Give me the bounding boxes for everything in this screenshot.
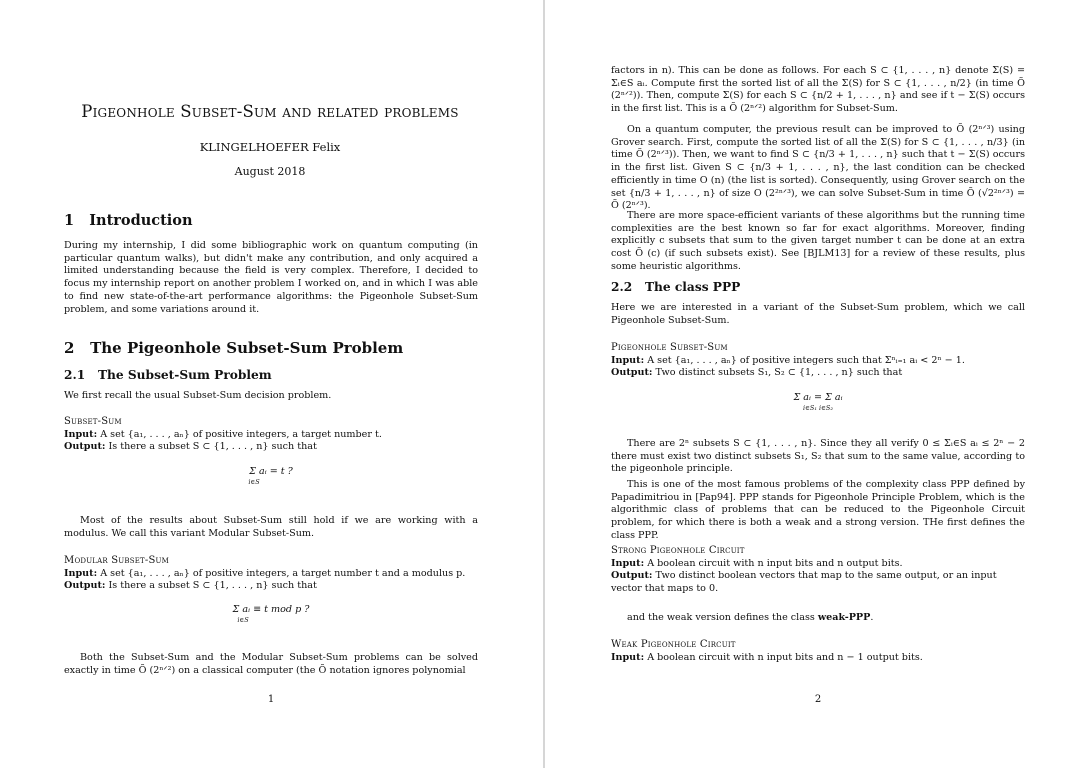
intro-paragraph: During my internship, I did some bibliographic work on quantum computing (in particular quantum walks), but didn't make any contribution, and only acquired a limited understanding because the field is very complex. Therefore, I decided to focus my internship report on another problem I worked on, and in which I was able to find new state-of-the-art performance algorithms: the Pigeonhole Subset-Sum problem, and some variations around it. (64, 240, 478, 315)
modular-formula-sub: i∈S (237, 616, 249, 624)
pigeonhole-formula-sub: i∈S₁ i∈S₂ (803, 404, 833, 412)
subsection-2-2-heading (611, 280, 1025, 294)
continuation-paragraph: factors in n). This can be done as follows. For each S ⊂ {1, . . . , n} denote Σ(S) = Σᵢ∈S aᵢ. Compute first the sorted list of all the Σ(S) for S ⊂ {1, . . . , n/2} (in time Õ (2ⁿᐟ²)). Then, compute Σ(S) for each S ⊂ {n/2 + 1, . . . , n} and see if t − Σ(S) occurs in the first list. This is a Õ (2ⁿᐟ²) algorithm for Subset-Sum. (611, 65, 1025, 115)
problem-strong-pigeonhole-circuit (611, 545, 1025, 596)
both-paragraph: Both the Subset-Sum and the Modular Subset-Sum problems can be solved exactly in time Õ (2ⁿᐟ²) on a classical computer (the Õ notation ignores polynomial (64, 652, 478, 676)
output-text: Two distinct boolean vectors that map to the same output, or an input vector that maps to 0. (611, 570, 997, 595)
problem-weak-pigeonhole-circuit (611, 639, 1025, 664)
subset-sum-formula-sub: i∈S (248, 478, 260, 486)
subsection-number: 2.2 (611, 280, 633, 294)
output-label: Output: (64, 580, 106, 592)
section-2-heading (64, 339, 484, 357)
input-text: A boolean circuit with n input bits and n output bits. (647, 557, 903, 569)
input-text: A set {a₁, . . . , aₙ} of positive integers such that Σⁿᵢ₌₁ aᵢ < 2ⁿ − 1. (647, 354, 965, 366)
section-title: The Pigeonhole Subset-Sum Problem (90, 339, 404, 357)
page-2 (545, 0, 1088, 768)
input-label: Input: (611, 651, 645, 663)
problem-modular-subset-sum (64, 555, 478, 593)
problem-name: Weak Pigeonhole Circuit (611, 639, 736, 650)
weak-version-text: and the weak version defines the class (627, 612, 818, 623)
quantum-paragraph: On a quantum computer, the previous result can be improved to Õ (2ⁿᐟ³) using Grover search. First, compute the sorted list of all the Σ(S) for S ⊂ {1, . . . , n/3} (in time Õ (2ⁿᐟ³)). Then, we want to find S ⊂ {n/3 + 1, . . . , n} such that t − Σ(S) occurs in the first list. Given S ⊂ {n/3 + 1, . . . , n}, the last condition can be checked efficiently in time O (n) (the list is sorted). Consequently, using Grover search on the set {n/3 + 1, . . . , n} of size O (2²ⁿᐟ³), we can solve Subset-Sum in time Õ (√2²ⁿᐟ³) = Õ (2ⁿᐟ³). (611, 124, 1025, 212)
problem-subset-sum (64, 416, 478, 454)
input-text: A set {a₁, . . . , aₙ} of positive integers, a target number t. (100, 428, 382, 440)
section-title: Introduction (89, 212, 193, 229)
input-text: A boolean circuit with n input bits and n − 1 output bits. (647, 651, 923, 663)
problem-name: Modular Subset-Sum (64, 555, 170, 566)
subsection-title: The Subset-Sum Problem (97, 368, 272, 382)
space-efficient-paragraph: There are more space-efficient variants of these algorithms but the running time complexities are the best known so far for exact algorithms. Moreover, finding explicitly c subsets that sum to the given target number t can be done at an extra cost Õ (c) (if such subsets exist). See [BJLM13] for a review of these results, plus some heuristic algorithms. (611, 210, 1025, 272)
page-number: 1 (267, 694, 275, 705)
problem-name: Subset-Sum (64, 416, 122, 427)
output-label: Output: (64, 441, 106, 453)
subsection-number: 2.1 (64, 368, 86, 382)
output-text: Two distinct subsets S₁, S₂ ⊂ {1, . . . , n} such that (655, 367, 903, 379)
input-label: Input: (64, 567, 98, 579)
subsection-2-1-heading (64, 368, 484, 382)
output-text: Is there a subset S ⊂ {1, . . . , n} such that (108, 580, 317, 592)
section-number: 1 (64, 212, 75, 229)
output-label: Output: (611, 367, 653, 379)
modulus-paragraph: Most of the results about Subset-Sum still hold if we are working with a modulus. We call this variant Modular Subset-Sum. (64, 515, 478, 539)
modular-formula: Σ aᵢ ≡ t mod p ? (232, 604, 310, 615)
problem-name: Strong Pigeonhole Circuit (611, 545, 745, 556)
input-text: A set {a₁, . . . , aₙ} of positive integers, a target number t and a modulus p. (100, 567, 466, 579)
problem-name: Pigeonhole Subset-Sum (611, 342, 728, 353)
input-label: Input: (611, 354, 645, 366)
variant-paragraph: Here we are interested in a variant of the Subset-Sum problem, which we call Pigeonhole Subset-Sum. (611, 302, 1025, 326)
page-number: 2 (814, 694, 822, 705)
input-label: Input: (64, 428, 98, 440)
page-1 (0, 0, 543, 768)
section-number: 2 (64, 339, 75, 357)
output-label: Output: (611, 570, 653, 582)
input-label: Input: (611, 557, 645, 569)
output-text: Is there a subset S ⊂ {1, . . . , n} such that (108, 441, 317, 453)
weak-ppp-class: weak-PPP (817, 612, 871, 623)
paper-title: Pigeonhole Subset-Sum and related problems (81, 102, 459, 121)
section-1-heading (64, 212, 484, 229)
weak-version-end: . (870, 612, 874, 623)
author: KLINGELHOEFER Felix (199, 140, 341, 154)
recall-paragraph: We first recall the usual Subset-Sum decision problem. (64, 390, 332, 401)
subset-sum-formula: Σ aᵢ = t ? (249, 466, 293, 477)
pigeonhole-formula: Σ aᵢ = Σ aᵢ (793, 392, 843, 403)
problem-pigeonhole-subset-sum (611, 342, 1025, 380)
weak-version-paragraph (611, 612, 1025, 625)
famous-problem-paragraph: This is one of the most famous problems of the complexity class PPP defined by Papadimitriou in [Pap94]. PPP stands for Pigeonhole Principle Problem, which is the algorithmic class of problems that can be reduced to the Pigeonhole Circuit problem, for which there is both a weak and a strong version. THe first defines the class PPP. (611, 479, 1025, 541)
date: August 2018 (234, 165, 306, 178)
subsets-paragraph: There are 2ⁿ subsets S ⊂ {1, . . . , n}. Since they all verify 0 ≤ Σᵢ∈S aᵢ ≤ 2ⁿ − 2 there must exist two distinct subsets S₁, S₂ that sum to the same value, according to the pigeonhole principle. (611, 438, 1025, 475)
subsection-title: The class PPP (644, 280, 741, 294)
